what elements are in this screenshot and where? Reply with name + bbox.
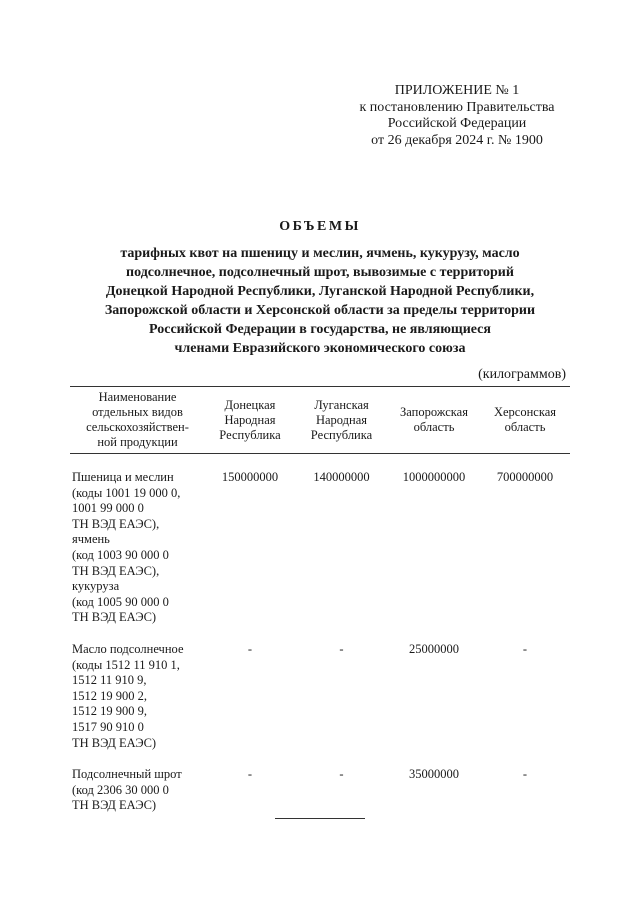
column-header-lugansk	[295, 387, 388, 454]
product-line: ТН ВЭД ЕАЭС),	[72, 563, 160, 578]
product-line: (код 1003 90 000 0	[72, 547, 169, 562]
table-row	[70, 454, 570, 642]
header-line: отдельных видов	[92, 405, 183, 419]
product-line: ячмень	[72, 532, 110, 547]
header-line: Народная	[315, 412, 368, 427]
product-line: 1512 19 900 2,	[72, 688, 147, 703]
product-line: (коды 1512 11 910 1,	[72, 657, 180, 672]
value-cell-kherson: 700000000	[496, 470, 554, 484]
units-label: (килограммов)	[478, 367, 566, 382]
value-cell-donetsk: -	[247, 641, 253, 656]
subtitle-line: Российской Федерации в государства, не являющиеся	[149, 322, 491, 337]
header-line: сельскохозяйствен-	[86, 420, 189, 434]
product-line: 1512 11 910 9,	[72, 673, 147, 688]
product-cell	[70, 454, 205, 642]
header-line: Донецкая	[224, 397, 276, 412]
value-cell-zaporozhye: 1000000000	[402, 470, 466, 484]
product-line: кукуруза	[72, 579, 120, 594]
appendix-line: к постановлению Правительства	[359, 99, 555, 115]
subtitle-line: подсолнечное, подсолнечный шрот, вывозимые с территорий	[126, 265, 514, 280]
header-line: ной продукции	[97, 435, 178, 449]
product-line: ТН ВЭД ЕАЭС)	[72, 610, 157, 625]
product-line: ТН ВЭД ЕАЭС),	[72, 516, 160, 531]
product-line: 1517 90 910 0	[72, 719, 144, 734]
header-line: Народная	[224, 412, 276, 427]
product-line: ТН ВЭД ЕАЭС)	[72, 798, 157, 813]
value-cell-zaporozhye: 35000000	[409, 767, 459, 782]
appendix-line: от 26 декабря 2024 г. № 1900	[371, 132, 543, 148]
product-line: Пшеница и меслин	[72, 470, 174, 484]
value-cell-donetsk: -	[247, 767, 253, 782]
product-line: Масло подсолнечное	[72, 641, 184, 656]
table-row	[70, 642, 570, 767]
appendix-line: ПРИЛОЖЕНИЕ № 1	[394, 83, 520, 98]
document-title: ОБЪЕМЫ	[279, 219, 361, 234]
document-subtitle	[70, 244, 570, 358]
value-cell-lugansk: -	[339, 767, 344, 782]
subtitle-line: членами Евразийского экономического союза	[174, 341, 466, 356]
value-cell-zaporozhye: 25000000	[409, 641, 459, 656]
product-line: 1001 99 000 0	[72, 501, 144, 516]
header-line: область	[413, 420, 455, 434]
header-line: Республика	[310, 427, 373, 442]
header-line: область	[504, 420, 546, 434]
product-line: (код 1005 90 000 0	[72, 594, 169, 609]
value-cell-kherson: -	[522, 767, 528, 782]
subtitle-line: тарифных квот на пшеницу и меслин, ячмень, кукурузу, масло	[120, 246, 520, 261]
header-line: Республика	[219, 427, 281, 442]
header-line: Запорожская	[400, 405, 468, 419]
header-line: Херсонская	[493, 405, 557, 419]
product-cell	[70, 767, 205, 830]
subtitle-line: Запорожской области и Херсонской области за пределы территории	[104, 303, 536, 318]
header-line: Луганская	[314, 397, 369, 412]
column-header-donetsk	[205, 387, 295, 454]
value-cell-kherson: -	[522, 641, 528, 656]
product-line: 1512 19 900 9,	[72, 704, 147, 719]
column-header-product	[70, 387, 205, 454]
product-line: Подсолнечный шрот	[72, 767, 182, 782]
value-cell-lugansk: 140000000	[313, 470, 370, 484]
column-header-zaporozhye	[388, 387, 480, 454]
appendix-line: Российской Федерации	[387, 116, 527, 131]
table-header-row	[70, 387, 570, 454]
footer-divider	[275, 818, 365, 819]
column-header-kherson	[480, 387, 570, 454]
subtitle-line: Донецкой Народной Республики, Луганской Народной Республики,	[105, 284, 535, 299]
appendix-header	[352, 83, 562, 149]
value-cell-lugansk: -	[339, 641, 344, 656]
value-cell-donetsk: 150000000	[221, 470, 279, 484]
table-row	[70, 767, 570, 830]
header-line: Наименование	[98, 390, 177, 404]
product-line: (код 2306 30 000 0	[72, 782, 169, 797]
product-line: (коды 1001 19 000 0,	[72, 485, 181, 500]
product-line: ТН ВЭД ЕАЭС)	[72, 735, 157, 750]
quota-table	[70, 386, 570, 830]
product-cell	[70, 642, 205, 767]
